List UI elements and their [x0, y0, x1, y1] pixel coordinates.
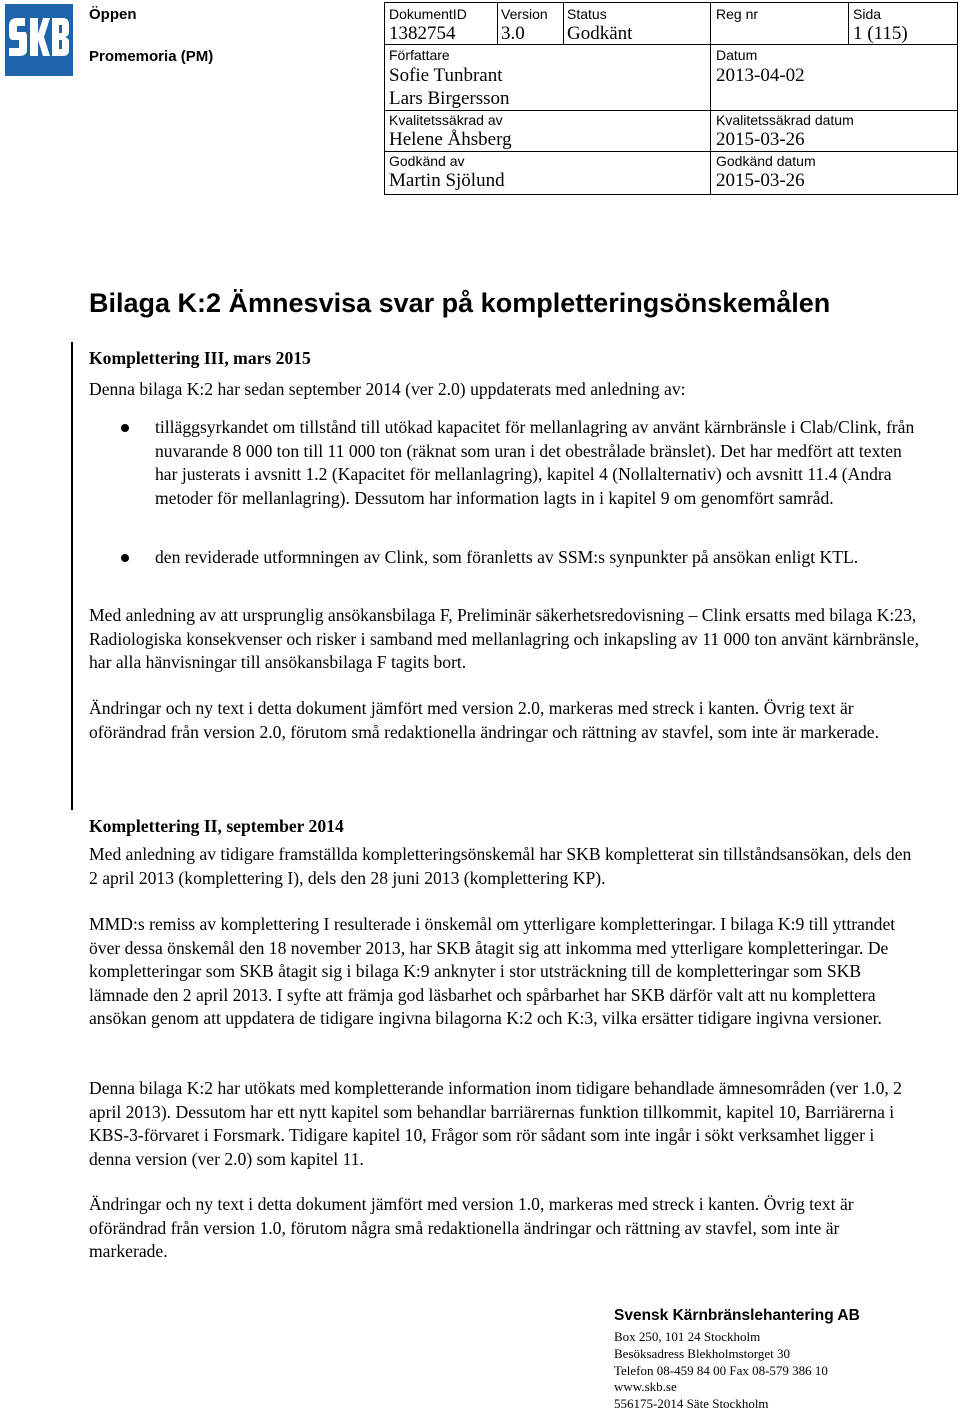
- section2-paragraph: Denna bilaga K:2 har utökats med kompletterande information inom tidigare behandlade ämnesområden (ver 1.0, 2 april 2013). Dessutom har ett nytt kapitel som behandlar barriärernas funktion tillkommit, kapitel 10, Barriärerna i KBS-3-förvaret i Forsmark. Tidigare kapitel 10, Frågor som rör sådant som inte ingår i sökt verksamhet ligger i denna version (ver 2.0) som kapitel 11.: [89, 1078, 902, 1169]
- section1-paragraph: Ändringar och ny text i detta dokument jämfört med version 2.0, markeras med streck i kanten. Övrig text är oförändrad från version 2.0, förutom små redaktionella ändringar och rättning av stavfel, som inte är markerade.: [89, 698, 879, 742]
- forfattare-name-1: Sofie Tunbrant: [389, 65, 503, 86]
- section1-intro: Denna bilaga K:2 har sedan september 2014 (ver 2.0) uppdaterats med anledning av:: [89, 379, 686, 399]
- skb-logo: [5, 4, 73, 76]
- godkand-datum-label: Godkänd datum: [716, 153, 816, 169]
- status-label: Status: [567, 6, 607, 22]
- table-divider: [385, 151, 957, 152]
- footer-phone: Telefon 08-459 84 00 Fax 08-579 386 10: [614, 1362, 828, 1378]
- regnr-label: Reg nr: [716, 6, 759, 22]
- godkand-av-value: Martin Sjölund: [389, 170, 505, 191]
- document-status: Öppen: [89, 6, 137, 23]
- footer-company-name: Svensk Kärnbränslehantering AB: [614, 1307, 860, 1324]
- section-heading-komplettering-iii: Komplettering III, mars 2015: [89, 348, 311, 368]
- table-divider: [497, 3, 498, 44]
- status-value: Godkänt: [567, 23, 633, 44]
- kvalitetssakrad-datum-label: Kvalitetssäkrad datum: [716, 112, 854, 128]
- datum-label: Datum: [716, 47, 758, 63]
- section2-paragraph: Ändringar och ny text i detta dokument jämfört med version 1.0, markeras med streck i kanten. Övrig text är oförändrad från version 1.0, förutom några små redaktionella ändringar och rättning av stavfel, som inte är markerade.: [89, 1194, 854, 1261]
- document-type: Promemoria (PM): [89, 48, 214, 65]
- sida-value: 1 (115): [853, 23, 908, 44]
- datum-value: 2013-04-02: [716, 65, 805, 86]
- version-label: Version: [501, 6, 548, 22]
- forfattare-label: Författare: [389, 47, 450, 63]
- table-divider: [710, 3, 711, 194]
- dokumentid-value: 1382754: [389, 23, 456, 44]
- kvalitetssakrad-av-label: Kvalitetssäkrad av: [389, 112, 503, 128]
- table-divider: [563, 3, 564, 44]
- section2-paragraph: Med anledning av tidigare framställda kompletteringsönskemål har SKB kompletterat sin tillståndsansökan, dels den 2 april 2013 (komplettering I), dels den 28 juni 2013 (komplettering KP).: [89, 844, 912, 888]
- kvalitetssakrad-av-value: Helene Åhsberg: [389, 129, 512, 150]
- footer-address: Box 250, 101 24 Stockholm: [614, 1329, 761, 1344]
- document-metadata-table: [384, 2, 958, 195]
- footer-website-link[interactable]: www.skb.se: [614, 1379, 677, 1395]
- section2-paragraph: MMD:s remiss av komplettering I resulterade i önskemål om ytterligare kompletteringar. I bilaga K:9 till yttrandet över dessa önskemål den 18 november 2013, har SKB åtagit sig att inkomma med ytterligare kompletteringar. De kompletteringar som SKB åtagit sig i bilaga K:9 anknyter i stor utsträckning till de kompletteringar som SKB lämnade den 2 april 2013. I syfte att främja god läsbarhet och spårbarhet har SKB därför valt att nu komplettera ansökan genom att uppdatera de tidigare ingivna bilagorna K:2 och K:3, vilka ersätter tidigare ingivna versioner.: [89, 914, 896, 1028]
- table-divider: [848, 3, 849, 44]
- section-heading-komplettering-ii: Komplettering II, september 2014: [89, 816, 344, 836]
- godkand-datum-value: 2015-03-26: [716, 170, 805, 191]
- skb-logo-mark: [5, 4, 73, 76]
- dokumentid-label: DokumentID: [389, 6, 467, 22]
- list-item: tilläggsyrkandet om tillstånd till utökad kapacitet för mellanlagring av använt kärnbränsle i Clab/Clink, från nuvarande 8 000 ton till 11 000 ton (räknat som uran i det obestrålade bränslet). Det har medfört att texten har justerats i avsnitt 1.2 (Kapacitet för mellanlagring), kapitel 4 (Nollalternativ) och avsnitt 11.4 (Andra metoder för mellanlagring). Dessutom har information lagts in i kapitel 9 om genomfört samråd.: [155, 417, 915, 508]
- sida-label: Sida: [853, 6, 882, 22]
- table-divider: [385, 110, 957, 111]
- godkand-av-label: Godkänd av: [389, 153, 465, 169]
- change-marker-bar: [71, 342, 73, 810]
- version-value: 3.0: [501, 23, 525, 44]
- section1-paragraph: Med anledning av att ursprunglig ansökansbilaga F, Preliminär säkerhetsredovisning – Clink ersatts med bilaga K:23, Radiologiska konsekvenser och risker i samband med mellanlagring och inkapsling av 11 000 ton använt kärnbränsle, har alla hänvisningar till ansökansbilaga F tagits bort.: [89, 605, 919, 672]
- footer-visit-address: Besöksadress Blekholmstorget 30: [614, 1345, 790, 1361]
- bullet-icon: [121, 424, 129, 432]
- footer: [614, 1306, 944, 1413]
- footer-org-number: 556175-2014 Säte Stockholm: [614, 1396, 769, 1412]
- list-item: den reviderade utformningen av Clink, som föranletts av SSM:s synpunkter på ansökan enligt KTL.: [155, 547, 859, 567]
- forfattare-name-2: Lars Birgersson: [389, 88, 510, 109]
- page-title: Bilaga K:2 Ämnesvisa svar på kompletteringsönskemålen: [89, 288, 831, 318]
- bullet-icon: [121, 554, 129, 562]
- kvalitetssakrad-datum-value: 2015-03-26: [716, 129, 805, 150]
